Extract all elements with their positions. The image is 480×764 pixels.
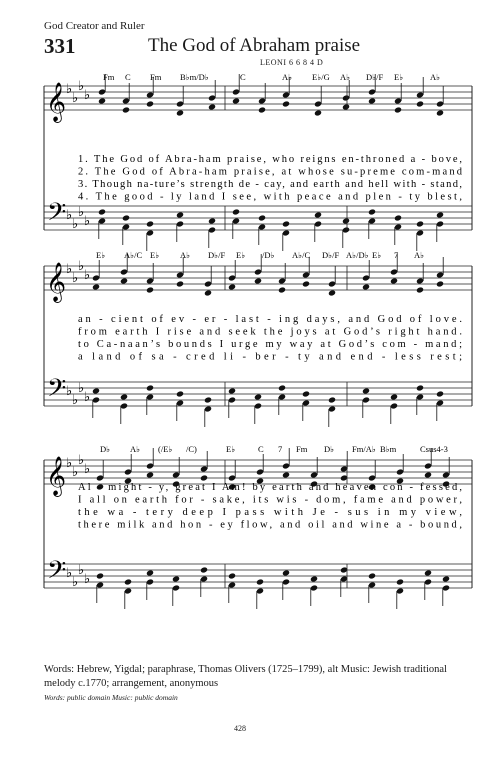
treble-clef-icon: 𝄞 <box>46 458 67 495</box>
note-head-icon <box>204 396 212 403</box>
flat-sign-icon: ♭ <box>84 389 91 404</box>
system-3 <box>44 444 472 609</box>
flat-sign-icon: ♭ <box>72 270 79 285</box>
chord-symbol: D♭/F <box>208 250 226 260</box>
flat-sign-icon: ♭ <box>84 87 91 102</box>
note-head-icon <box>302 280 310 287</box>
note-head-icon <box>256 578 264 585</box>
chord-symbol: A♭ <box>130 444 141 454</box>
flat-sign-icon: ♭ <box>66 565 73 580</box>
note-head-icon <box>314 211 322 218</box>
page-number: 428 <box>234 724 246 733</box>
note-head-icon <box>122 106 130 113</box>
lyric-line: from earth I rise and seek the joys at God’s right hand. <box>78 326 463 338</box>
note-head-icon <box>416 220 424 227</box>
chord-symbol: Fm <box>296 444 308 454</box>
system-1 <box>44 72 472 251</box>
flat-sign-icon: ♭ <box>84 571 91 586</box>
flat-sign-icon: ♭ <box>78 78 85 93</box>
chord-symbol: E♭ <box>96 250 106 260</box>
note-head-icon <box>394 214 402 221</box>
chord-symbol: A♭/C <box>292 250 311 260</box>
chord-symbol: D♭/F <box>322 250 340 260</box>
lyric-line: 3. Though na-ture’s strength de - cay, and earth and hell with - stand, <box>78 179 463 190</box>
note-head-icon <box>176 211 184 218</box>
note-head-icon <box>146 569 154 576</box>
tune-name: LEONI 6 6 8 4 D <box>260 58 324 67</box>
lyric-line: a land of sa - cred li - ber - ty and end - less rest; <box>78 351 462 363</box>
lyric-line: 4. The good - ly land I see, with peace and plen - ty blest, <box>78 191 463 203</box>
chord-symbol: Fm <box>150 72 162 82</box>
hymn-title: The God of Abraham praise <box>148 35 361 56</box>
flat-sign-icon: ♭ <box>72 464 79 479</box>
chord-symbol: E♭ <box>394 72 404 82</box>
note-head-icon <box>92 387 100 394</box>
bass-clef-icon: 𝄢 <box>47 375 67 408</box>
flat-sign-icon: ♭ <box>84 267 91 282</box>
bass-clef-icon: 𝄢 <box>47 199 67 232</box>
note-head-icon <box>200 474 208 481</box>
category-heading: God Creator and Ruler <box>44 20 145 32</box>
credits-text: Words: Hebrew, Yigdal; paraphrase, Thomas Olivers (1725–1799), alt Music: Jewish traditional melody c.1770; arrangement, anonymous <box>44 664 447 689</box>
flat-sign-icon: ♭ <box>78 258 85 273</box>
system-2 <box>44 250 472 427</box>
chord-symbol: C <box>125 72 131 82</box>
note-head-icon <box>302 390 310 397</box>
chord-symbol: A♭ <box>430 72 441 82</box>
note-head-icon <box>232 208 240 215</box>
note-head-icon <box>416 384 424 391</box>
chord-symbol: E♭/G <box>312 72 330 82</box>
flat-sign-icon: ♭ <box>66 383 73 398</box>
chord-symbol: D♭ <box>324 444 335 454</box>
chord-symbol: D♭ <box>100 444 111 454</box>
flat-sign-icon: ♭ <box>72 90 79 105</box>
lyric-line: I all on earth for - sake, its wis - dom, fame and power, <box>78 494 463 506</box>
hymn-number: 331 <box>44 34 76 58</box>
note-head-icon <box>146 100 154 107</box>
note-head-icon <box>176 390 184 397</box>
flat-sign-icon: ♭ <box>78 204 85 219</box>
note-head-icon <box>208 103 216 110</box>
chord-symbol: Fm <box>103 72 115 82</box>
flat-sign-icon: ♭ <box>72 216 79 231</box>
note-head-icon <box>282 569 290 576</box>
note-head-icon <box>92 283 100 290</box>
chord-symbol: 7 <box>278 444 283 454</box>
note-head-icon <box>146 471 154 478</box>
copyright-note: Words: public domain Music: public domain <box>44 693 178 702</box>
note-head-icon <box>416 100 424 107</box>
flat-sign-icon: ♭ <box>72 392 79 407</box>
chord-symbol: A♭ <box>180 250 191 260</box>
note-head-icon <box>390 393 398 400</box>
note-head-icon <box>442 575 450 582</box>
chord-symbol: E♭ <box>372 250 382 260</box>
chord-symbol: D♭/F <box>366 72 384 82</box>
chord-symbol: E♭ <box>236 250 246 260</box>
flat-sign-icon: ♭ <box>84 213 91 228</box>
chord-symbol: B♭m/D♭ <box>180 72 209 82</box>
note-head-icon <box>254 277 262 284</box>
chord-symbol: A♭ <box>282 72 293 82</box>
note-head-icon <box>396 578 404 585</box>
note-head-icon <box>436 390 444 397</box>
note-head-icon <box>228 283 236 290</box>
lyric-line: the wa - tery deep I pass with Je - sus in my view, <box>78 507 462 518</box>
flat-sign-icon: ♭ <box>84 461 91 476</box>
note-head-icon <box>146 286 154 293</box>
flat-sign-icon: ♭ <box>78 562 85 577</box>
note-head-icon <box>282 100 290 107</box>
flat-sign-icon: ♭ <box>72 574 79 589</box>
note-head-icon <box>342 103 350 110</box>
note-head-icon <box>342 217 350 224</box>
chord-symbol: (/E♭ <box>158 444 173 454</box>
note-head-icon <box>176 109 184 116</box>
chord-symbol: A♭ <box>414 250 425 260</box>
flat-sign-icon: ♭ <box>66 261 73 276</box>
note-head-icon <box>258 214 266 221</box>
chord-symbol: C <box>240 72 246 82</box>
note-head-icon <box>328 289 336 296</box>
note-head-icon <box>120 277 128 284</box>
lyric-line: an - cient of ev - er - last - ing days, and God of love. <box>78 314 462 325</box>
chord-symbol: /C) <box>186 444 197 454</box>
bass-clef-icon: 𝄢 <box>47 557 67 590</box>
note-head-icon <box>424 569 432 576</box>
flat-sign-icon: ♭ <box>78 380 85 395</box>
note-head-icon <box>200 566 208 573</box>
chord-symbol: A♭/D♭ <box>346 250 369 260</box>
note-head-icon <box>282 471 290 478</box>
note-head-icon <box>368 97 376 104</box>
note-head-icon <box>232 97 240 104</box>
note-head-icon <box>228 387 236 394</box>
treble-clef-icon: 𝄞 <box>46 264 67 301</box>
lyric-line: there milk and hon - ey flow, and oil and wine a - bound, <box>78 519 462 531</box>
chord-symbol: E♭ <box>150 250 160 260</box>
note-head-icon <box>146 384 154 391</box>
note-head-icon <box>96 572 104 579</box>
chord-symbol: A♭/C <box>124 250 143 260</box>
note-head-icon <box>328 396 336 403</box>
note-head-icon <box>436 280 444 287</box>
note-head-icon <box>368 572 376 579</box>
note-head-icon <box>436 109 444 116</box>
note-head-icon <box>120 393 128 400</box>
note-head-icon <box>368 208 376 215</box>
note-head-icon <box>258 106 266 113</box>
note-head-icon <box>122 214 130 221</box>
note-head-icon <box>362 387 370 394</box>
note-head-icon <box>208 217 216 224</box>
flat-sign-icon: ♭ <box>78 452 85 467</box>
note-head-icon <box>254 393 262 400</box>
note-head-icon <box>146 220 154 227</box>
lyric-line: 2. The God of Abra-ham praise, at whose su-preme com-mand <box>78 166 463 178</box>
chord-symbol: Csus4-3 <box>420 444 448 454</box>
note-head-icon <box>204 289 212 296</box>
lyric-line: to Ca-naan’s bounds I urge my way at God’s com - mand; <box>78 339 462 350</box>
note-head-icon <box>278 286 286 293</box>
lyric-line: 1. The God of Abra-ham praise, who reigns en-throned a - bove, <box>78 154 462 165</box>
note-head-icon <box>314 109 322 116</box>
note-head-icon <box>424 471 432 478</box>
chord-symbol: E♭ <box>226 444 236 454</box>
note-head-icon <box>98 97 106 104</box>
note-head-icon <box>172 575 180 582</box>
chord-symbol: 7 <box>394 250 399 260</box>
note-head-icon <box>416 286 424 293</box>
note-head-icon <box>436 211 444 218</box>
flat-sign-icon: ♭ <box>66 207 73 222</box>
flat-sign-icon: ♭ <box>66 81 73 96</box>
chord-symbol: B♭m <box>380 444 397 454</box>
chord-symbol: C <box>258 444 264 454</box>
note-head-icon <box>98 208 106 215</box>
note-head-icon <box>282 220 290 227</box>
note-head-icon <box>278 384 286 391</box>
treble-clef-icon: 𝄞 <box>46 84 67 121</box>
chord-symbol: /D♭ <box>262 250 275 260</box>
note-head-icon <box>390 277 398 284</box>
chord-symbol: A♭ <box>340 72 351 82</box>
chord-symbol: Fm/A♭ <box>352 444 376 454</box>
lyric-line: Al - might - y, great I Am! by earth and heaven con - fessed, <box>78 482 462 493</box>
note-head-icon <box>228 572 236 579</box>
note-head-icon <box>394 106 402 113</box>
note-head-icon <box>176 280 184 287</box>
note-head-icon <box>310 575 318 582</box>
flat-sign-icon: ♭ <box>66 455 73 470</box>
note-head-icon <box>362 283 370 290</box>
note-head-icon <box>124 578 132 585</box>
